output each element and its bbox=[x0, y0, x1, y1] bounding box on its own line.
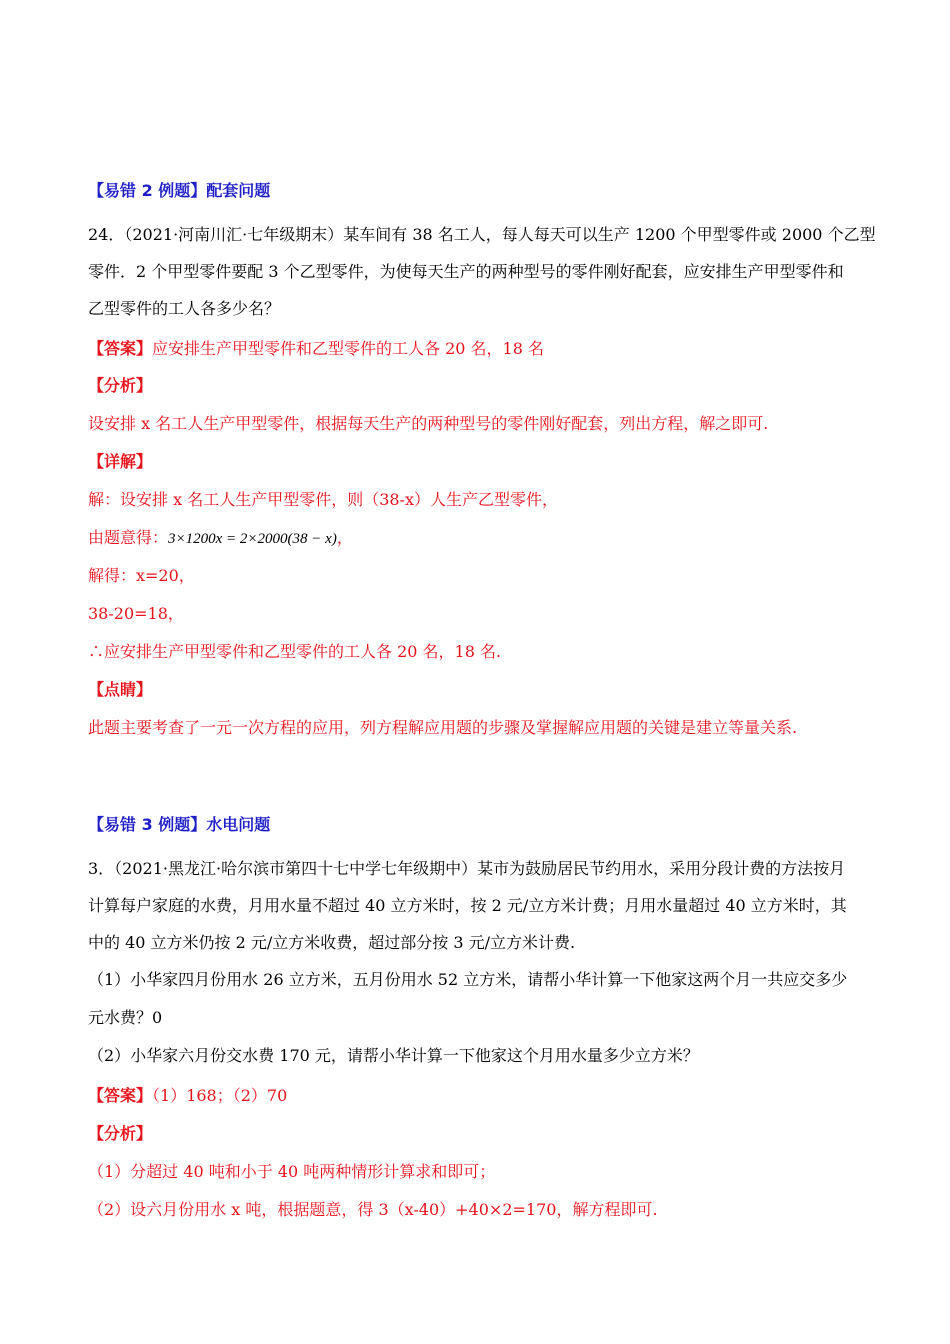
analysis-label: 【分析】 bbox=[88, 376, 153, 395]
equation-suffix: ， bbox=[336, 528, 353, 547]
comment-label: 【点睛】 bbox=[88, 680, 153, 699]
detail-line: ∴应安排生产甲型零件和乙型零件的工人各 20 名，18 名. bbox=[88, 642, 502, 661]
analysis-label: 【分析】 bbox=[88, 1124, 153, 1143]
question-line: 中的 40 立方米仍按 2 元/立方米收费，超过部分按 3 元/立方米计费. bbox=[88, 933, 576, 952]
detail-line: 由题意得： bbox=[88, 528, 169, 547]
comment-text: 此题主要考查了一元一次方程的应用，列方程解应用题的步骤及掌握解应用题的关键是建立等量关系. bbox=[88, 718, 798, 737]
analysis-text: 设安排 x 名工人生产甲型零件，根据每天生产的两种型号的零件刚好配套，列出方程，解之即可. bbox=[88, 414, 769, 433]
answer-label: 【答案】 bbox=[88, 339, 153, 358]
question-line: 零件．2 个甲型零件要配 3 个乙型零件，为使每天生产的两种型号的零件刚好配套，应安排生产甲型零件和 bbox=[88, 262, 844, 281]
detail-line: 38-20=18， bbox=[88, 604, 184, 623]
answer-text: 应安排生产甲型零件和乙型零件的工人各 20 名，18 名 bbox=[152, 339, 544, 358]
detail-line-equation bbox=[88, 528, 870, 549]
question-line: （2）小华家六月份交水费 170 元，请帮小华计算一下他家这个月用水量多少立方米？ bbox=[88, 1046, 699, 1065]
analysis-line: （1）分超过 40 吨和小于 40 吨两种情形计算求和即可； bbox=[88, 1162, 496, 1181]
question-line: 计算每户家庭的水费，月用水量不超过 40 立方米时，按 2 元/立方米计费；月用水量超过 40 立方米时，其 bbox=[88, 896, 847, 915]
answer-text: （1）168；（2）70 bbox=[152, 1086, 288, 1105]
question-line: （1）小华家四月份用水 26 立方米，五月份用水 52 立方米，请帮小华计算一下他家这两个月一共应交多少 bbox=[88, 970, 848, 989]
detail-line: 解得：x=20， bbox=[88, 566, 195, 585]
detail-line: 解：设安排 x 名工人生产甲型零件，则（38-x）人生产乙型零件， bbox=[88, 490, 558, 509]
answer-line bbox=[88, 339, 870, 359]
answer-label: 【答案】 bbox=[88, 1086, 153, 1105]
answer-line bbox=[88, 1086, 870, 1106]
question-line: 乙型零件的工人各多少名？ bbox=[88, 299, 281, 318]
detail-label: 【详解】 bbox=[88, 452, 153, 471]
analysis-line: （2）设六月份用水 x 吨，根据题意，得 3（x-40）+40×2=170，解方程即可. bbox=[88, 1200, 658, 1219]
section-heading-water-electricity-problem: 【易错 3 例题】水电问题 bbox=[88, 815, 271, 834]
section-heading-matching-problem: 【易错 2 例题】配套问题 bbox=[88, 181, 271, 200]
equation: 3×1200x = 2×2000(38 − x) bbox=[168, 531, 337, 547]
question-line: 3．（2021·黑龙江·哈尔滨市第四十七中学七年级期中）某市为鼓励居民节约用水，采用分段计费的方法按月 bbox=[88, 859, 846, 878]
question-line: 元水费？0 bbox=[88, 1008, 163, 1027]
question-line: 24．（2021·河南川汇·七年级期末）某车间有 38 名工人，每人每天可以生产 1200 个甲型零件或 2000 个乙型 bbox=[88, 225, 876, 244]
